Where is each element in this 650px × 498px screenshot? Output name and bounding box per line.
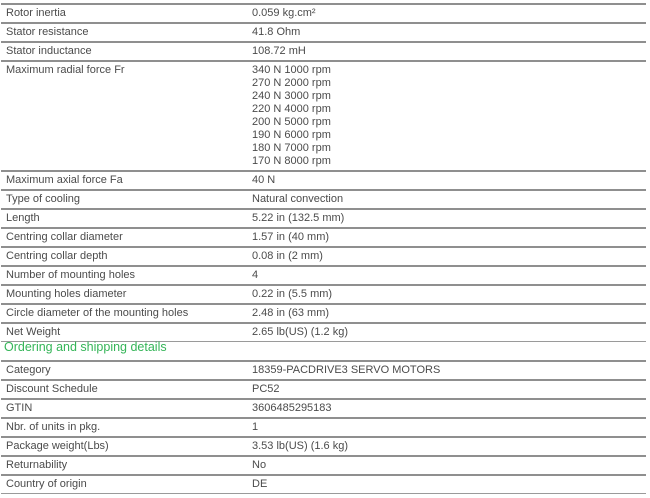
table-row — [1, 303, 646, 322]
row-value: 18359-PACDRIVE3 SERVO MOTORS — [252, 364, 441, 376]
row-value: Natural convection — [252, 193, 344, 205]
row-value: PC52 — [252, 383, 280, 395]
table-row — [1, 417, 646, 436]
row-label: Country of origin — [6, 478, 87, 490]
table-row — [1, 41, 646, 60]
row-value: 0.059 kg.cm² — [252, 7, 316, 19]
row-value: 5.22 in (132.5 mm) — [252, 212, 345, 224]
row-label: Returnability — [6, 459, 68, 471]
row-label: Mounting holes diameter — [6, 288, 127, 300]
row-value: 108.72 mH — [252, 45, 306, 57]
row-value: 2.48 in (63 mm) — [252, 307, 330, 319]
table-row — [1, 246, 646, 265]
table-row — [1, 360, 646, 379]
row-value: 41.8 Ohm — [252, 26, 301, 38]
row-value: 2.65 lb(US) (1.2 kg) — [252, 326, 348, 338]
row-label: Rotor inertia — [6, 7, 66, 19]
table-row — [1, 379, 646, 398]
row-value: 340 N 1000 rpm 270 N 2000 rpm 240 N 3000 rpm 220 N 4000 rpm 200 N 5000 rpm 190 N 6000 rpm 180 N 7000 rpm 170 N 8000 rpm — [252, 64, 331, 167]
row-value: 40 N — [252, 174, 276, 186]
row-label: Maximum axial force Fa — [6, 174, 123, 186]
row-value: 3606485295183 — [252, 402, 332, 414]
table-row — [1, 22, 646, 41]
row-value: DE — [252, 478, 268, 490]
row-label: Net Weight — [6, 326, 61, 338]
ordering-shipping-table — [1, 360, 646, 494]
row-label: Category — [6, 364, 51, 376]
row-label: Centring collar diameter — [6, 231, 123, 243]
table-row — [1, 398, 646, 417]
table-row — [1, 284, 646, 303]
row-value: 3.53 lb(US) (1.6 kg) — [252, 440, 348, 452]
table-row — [1, 208, 646, 227]
table-row — [1, 474, 646, 493]
table-row — [1, 265, 646, 284]
table-row — [1, 436, 646, 455]
table-row — [1, 60, 646, 170]
row-value: 4 — [252, 269, 259, 281]
row-value: 1.57 in (40 mm) — [252, 231, 330, 243]
row-label: Number of mounting holes — [6, 269, 136, 281]
table-row — [1, 455, 646, 474]
row-label: Circle diameter of the mounting holes — [6, 307, 189, 319]
table-row — [1, 322, 646, 341]
row-label: Type of cooling — [6, 193, 80, 205]
row-label: Stator resistance — [6, 26, 89, 38]
row-label: Package weight(Lbs) — [6, 440, 109, 452]
row-label: Nbr. of units in pkg. — [6, 421, 101, 433]
row-label: GTIN — [6, 402, 33, 414]
ordering-heading: Ordering and shipping details — [4, 340, 167, 354]
table-row — [1, 170, 646, 189]
row-value: 1 — [252, 421, 259, 433]
row-label: Centring collar depth — [6, 250, 108, 262]
table-row — [1, 227, 646, 246]
row-label: Stator inductance — [6, 45, 92, 57]
row-label: Maximum radial force Fr — [6, 64, 125, 76]
row-value: 0.08 in (2 mm) — [252, 250, 323, 262]
row-value: No — [252, 459, 267, 471]
row-label: Discount Schedule — [6, 383, 98, 395]
table-row — [1, 3, 646, 22]
row-label: Length — [6, 212, 40, 224]
motor-spec-table — [1, 3, 646, 342]
row-value: 0.22 in (5.5 mm) — [252, 288, 333, 300]
table-row — [1, 189, 646, 208]
